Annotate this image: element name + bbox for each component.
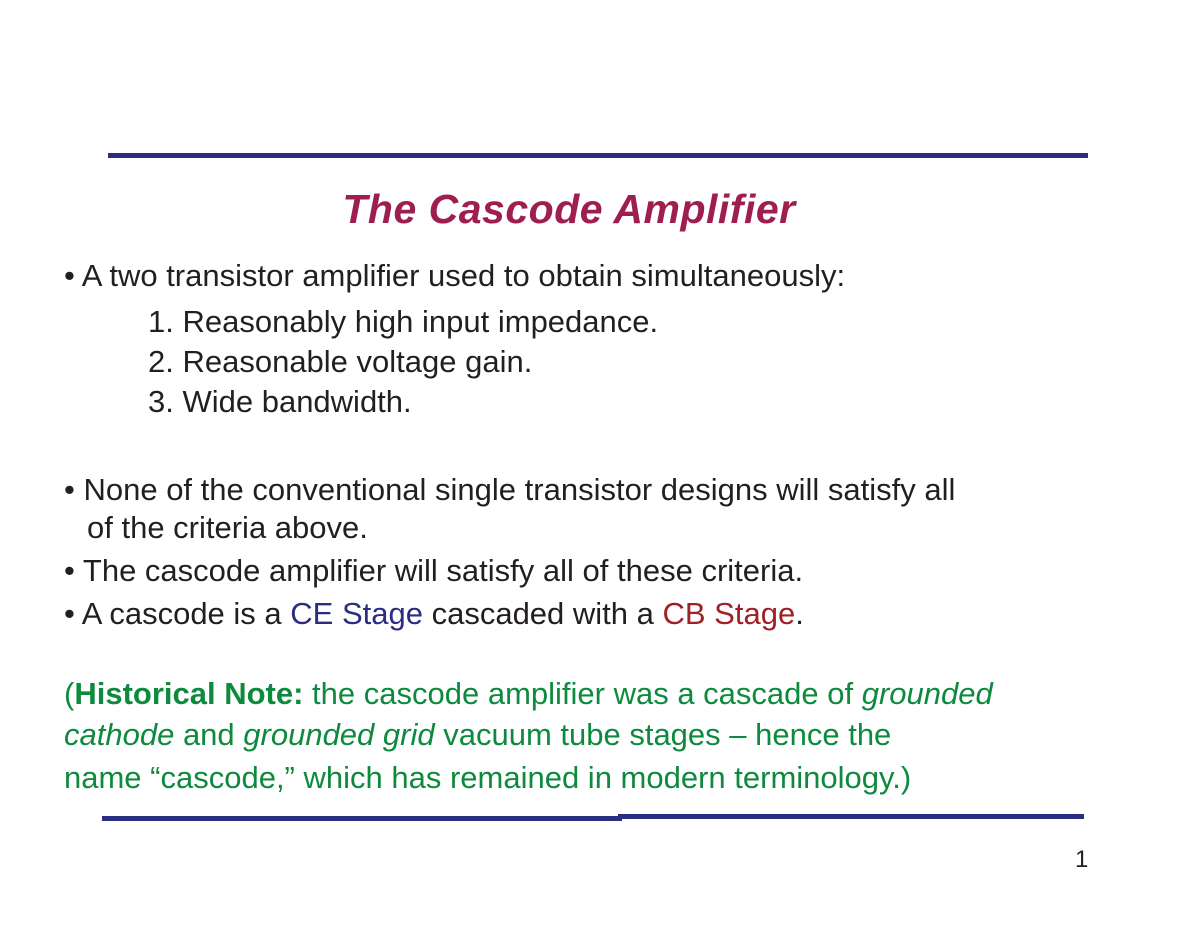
note-label: Historical Note: [74,676,304,711]
bottom-divider-left [102,816,622,821]
list-item-2: 2. Reasonable voltage gain. [148,344,533,379]
bullet-4-prefix: • A cascode is a [64,596,291,631]
note-italic-grounded: grounded [861,676,993,711]
page-number: 1 [1075,846,1089,873]
note-text-3: vacuum tube stages – hence the [434,717,892,752]
bullet-4 [64,596,804,632]
slide-title: The Cascode Amplifier [342,186,796,232]
top-divider [108,153,1088,158]
ce-stage-text: CE Stage [290,596,423,631]
list-item-3: 3. Wide bandwidth. [148,384,412,419]
cb-stage-text: CB Stage [662,596,796,631]
note-text-1: the cascode amplifier was a cascade of [303,676,862,711]
historical-note-line-3: name “cascode,” which has remained in modern terminology.) [64,760,912,795]
note-open-paren: ( [64,676,75,711]
historical-note-line-2 [64,717,891,753]
bullet-3: • The cascode amplifier will satisfy all of these criteria. [64,553,804,588]
note-text-2: and [174,717,244,752]
bullet-1: • A two transistor amplifier used to obtain simultaneously: [64,258,846,293]
bottom-divider-right [618,814,1084,819]
note-italic-grounded-grid: grounded grid [243,717,435,752]
bullet-4-suffix: . [795,596,804,631]
list-item-1: 1. Reasonably high input impedance. [148,304,659,339]
bullet-2-line-2: of the criteria above. [87,510,368,545]
bullet-2-line-1: • None of the conventional single transistor designs will satisfy all [64,472,956,507]
historical-note-line-1 [64,676,993,712]
note-italic-cathode: cathode [64,717,175,752]
bullet-4-middle: cascaded with a [422,596,663,631]
